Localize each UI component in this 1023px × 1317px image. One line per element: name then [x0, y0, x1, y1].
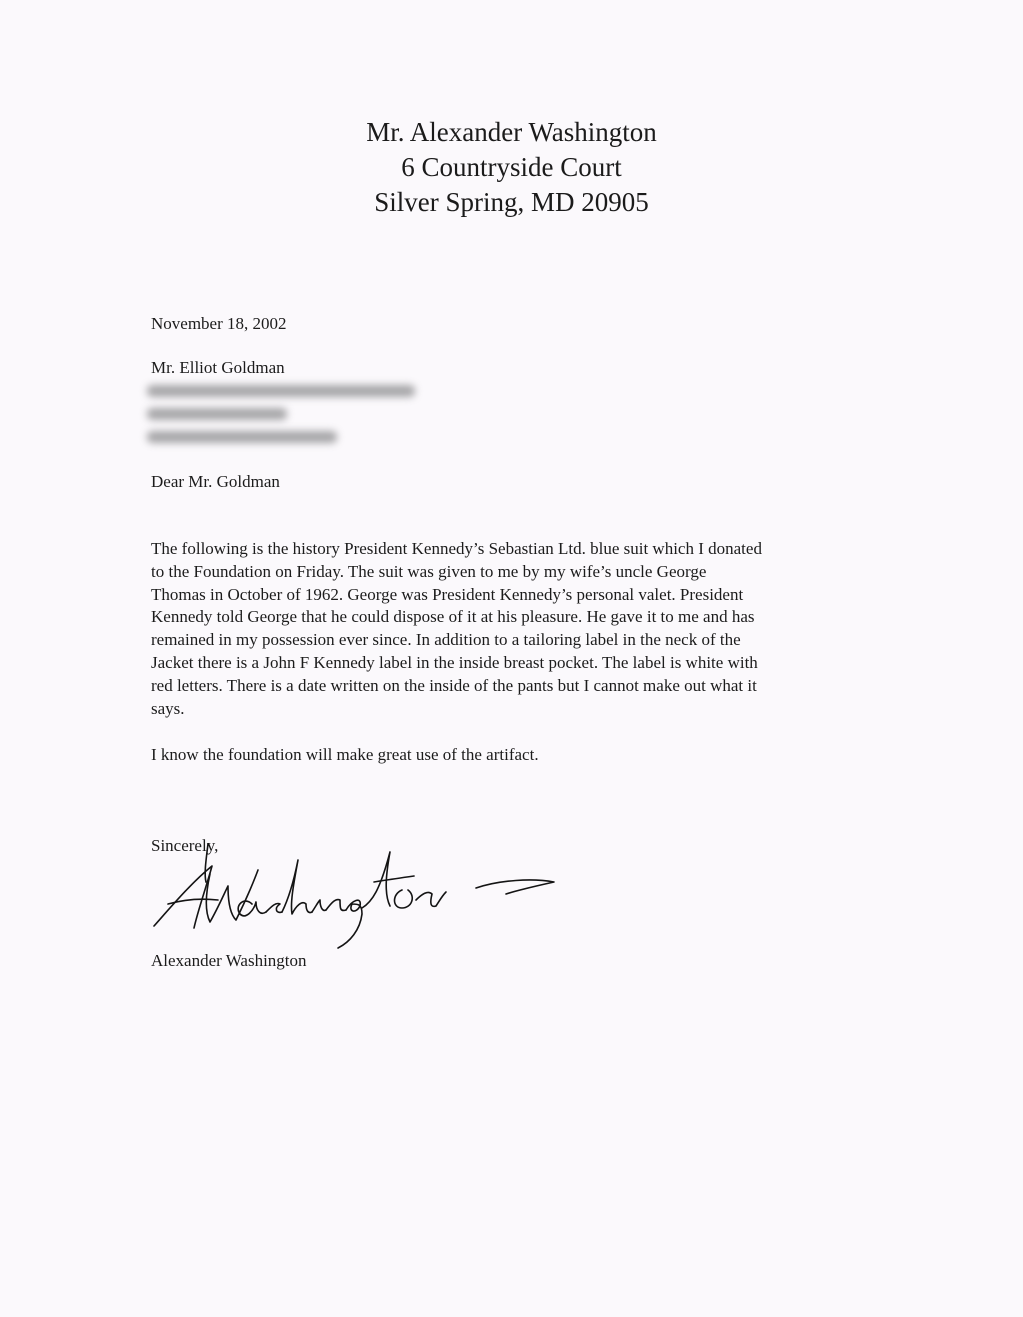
redacted-address [147, 379, 422, 449]
body-line: Thomas in October of 1962. George was President Kennedy’s personal valet. President [151, 584, 744, 604]
letterhead-name: Mr. Alexander Washington [366, 117, 657, 147]
body-line: red letters. There is a date written on the inside of the pants but I cannot make out what it [151, 675, 757, 695]
handwritten-signature [140, 830, 570, 955]
body-paragraph [151, 538, 881, 720]
body-line: to the Foundation on Friday. The suit was given to me by my wife’s uncle George [151, 561, 707, 581]
body-line: The following is the history President Kennedy’s Sebastian Ltd. blue suit which I donated [151, 539, 762, 558]
letterhead-street: 6 Countryside Court [401, 152, 622, 182]
closing-paragraph: I know the foundation will make great use of the artifact. [151, 745, 539, 764]
letterhead [0, 115, 1023, 220]
body-line: says. [151, 698, 185, 718]
signer-name: Alexander Washington [151, 951, 307, 970]
letterhead-city: Silver Spring, MD 20905 [374, 187, 649, 217]
letter-date: November 18, 2002 [151, 314, 287, 333]
body-line: remained in my possession ever since. In addition to a tailoring label in the neck of the [151, 630, 741, 650]
valediction: Sincerely, [151, 836, 219, 855]
salutation: Dear Mr. Goldman [151, 472, 280, 491]
recipient-name: Mr. Elliot Goldman [151, 358, 285, 377]
body-line: Jacket there is a John F Kennedy label in the inside breast pocket. The label is white with [151, 652, 758, 672]
body-line: Kennedy told George that he could dispose of it at his pleasure. He gave it to me and has [151, 607, 755, 627]
